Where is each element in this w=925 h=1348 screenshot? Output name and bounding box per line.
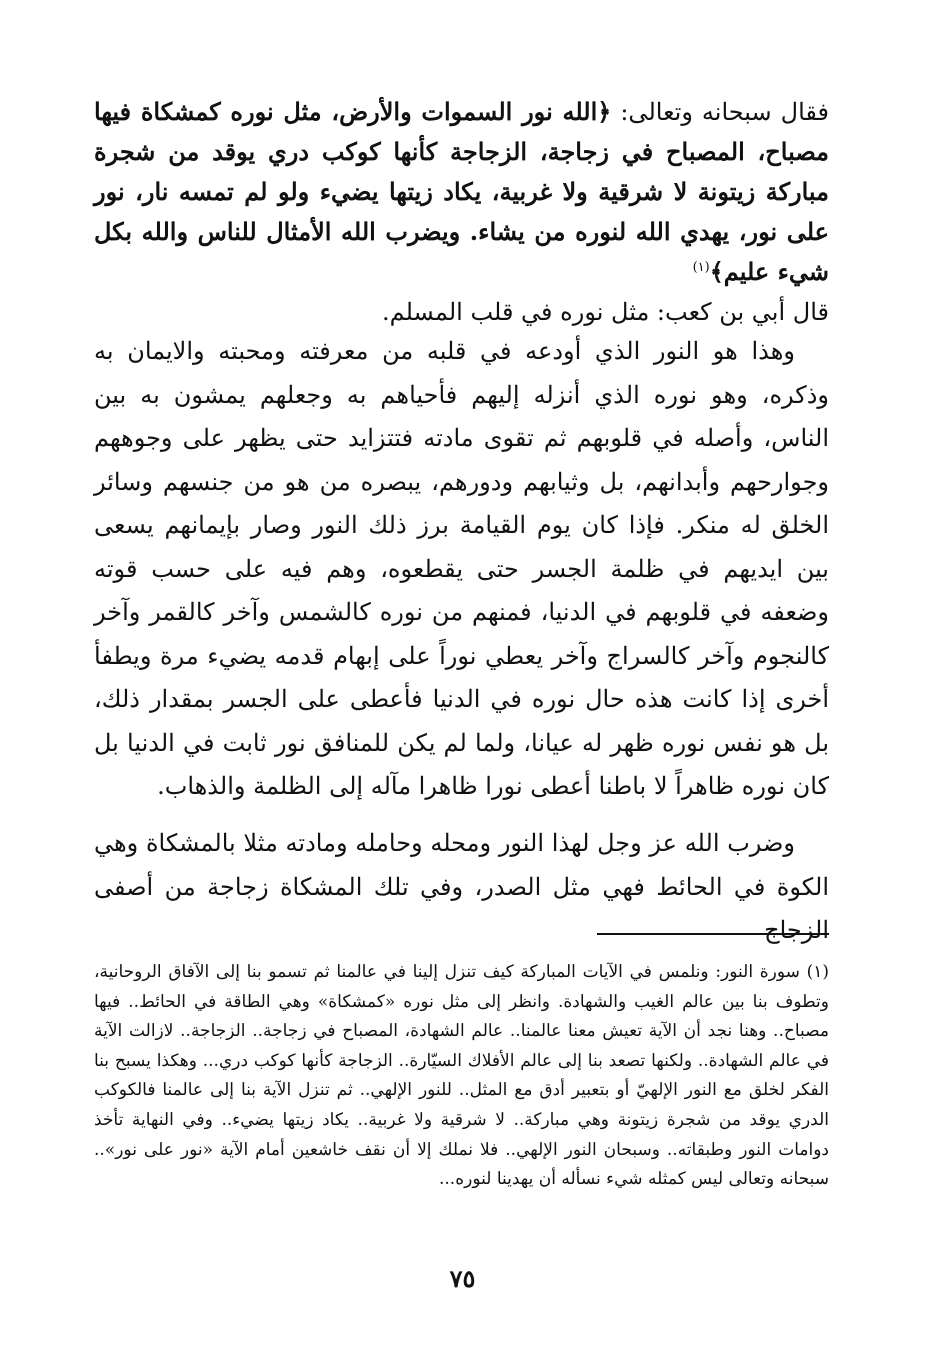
paragraph-text: وهذا هو النور الذي أودعه في قلبه من معرفته ومحبته والايمان به وذكره، وهو نوره الذي أنزله إليهم فأحياهم به وجعلهم يمشون به بين الناس، وأصله في قلوبهم ثم تقوى مادته فتتزايد حتى يظهر على وجوههم وجوارحهم وأبدانهم، بل وثيابهم ودورهم، يبصره من هو من جنسهم وسائر الخلق له منكر. فإذا كان يوم القيامة برز ذلك النور وصار بإيمانهم يسعى بين ايديهم في ظلمة الجسر حتى يقطعوه، وهم فيه على حسب قوته وضعفه في قلوبهم في الدنيا، فمنهم من نوره كالشمس وآخر كالقمر وآخر كالنجوم وآخر كالسراج وآخر يعطي نوراً على إبهام قدمه يضيء مرة ويطفأ أخرى إذا كانت هذه حال نوره في الدنيا فأعطى على الجسر بمقدار ذلك، بل هو نفس نوره ظهر له عيانا، ولما لم يكن للمنافق نور ثابت في الدنيا بل كان نوره ظاهراً لا باطنا أعطى نورا ظاهرا مآله إلى الظلمة والذهاب. bbox=[94, 337, 829, 800]
page-number: ٧٥ bbox=[449, 1264, 476, 1293]
verse-commentary: قال أبي بن كعب: مثل نوره في قلب المسلم. bbox=[382, 298, 829, 326]
paragraph-light-of-believer bbox=[94, 330, 829, 809]
paragraph-verse bbox=[94, 92, 829, 332]
verse-intro: فقال سبحانه وتعالى: bbox=[611, 98, 829, 126]
paragraph-text: وضرب الله عز وجل لهذا النور ومحله وحامله ومادته مثلا بالمشكاة وهي الكوة في الحائط فهي مثل الصدر، وفي تلك المشكاة زجاجة من أصفى الزجاج bbox=[94, 829, 830, 944]
footnote-separator bbox=[597, 933, 829, 935]
footnote-marker: (١) bbox=[692, 260, 710, 275]
footnote bbox=[94, 958, 829, 1195]
footnote-text: (١) سورة النور: ونلمس في الآيات المباركة كيف تنزل إلينا في عالمنا ثم تسمو بنا إلى الآفاق الروحانية، وتطوف بنا بين عالم الغيب والشهادة. وانظر إلى مثل نوره «كمشكاة» وهي الطاقة في الحائط.. فيها مصباح.. وهنا نجد أن الآية تعيش معنا عالمنا.. عالم الشهادة، المصباح في زجاجة.. الزجاجة.. لازالت الآية في عالم الشهادة.. ولكنها تصعد بنا إلى عالم الأفلاك السيّارة.. الزجاجة كأنها كوكب دري... وهكذا يسبح بنا الفكر لخلق مع النور الإلهيّ أو بتعبير أدق مع المثل.. للنور الإلهي.. ثم تنزل الآية بنا إلى عالمنا فالكوكب الدري يوقد من شجرة زيتونة وهي مباركة.. لا شرقية ولا غربية.. يكاد زيتها يضيء.. وفي النهاية تأخذ دوامات النور وطبقاته.. وسبحان النور الإلهي.. فلا نملك إلا أن نقف خاشعين أمام الآية «نور على نور».. سبحانه وتعالى ليس كمثله شيء نسأله أن يهدينا لنوره... bbox=[94, 962, 829, 1190]
quran-verse: ﴿الله نور السموات والأرض، مثل نوره كمشكاة فيها مصباح، المصباح في زجاجة، الزجاجة كأنها كوكب دري يوقد من شجرة مباركة زيتونة لا شرقية ولا غربية، يكاد زيتها يضيء ولو لم تمسه نار، نور على نور، يهدي الله لنوره من يشاء. ويضرب الله الأمثال للناس والله بكل شيء عليم﴾ bbox=[94, 97, 829, 286]
